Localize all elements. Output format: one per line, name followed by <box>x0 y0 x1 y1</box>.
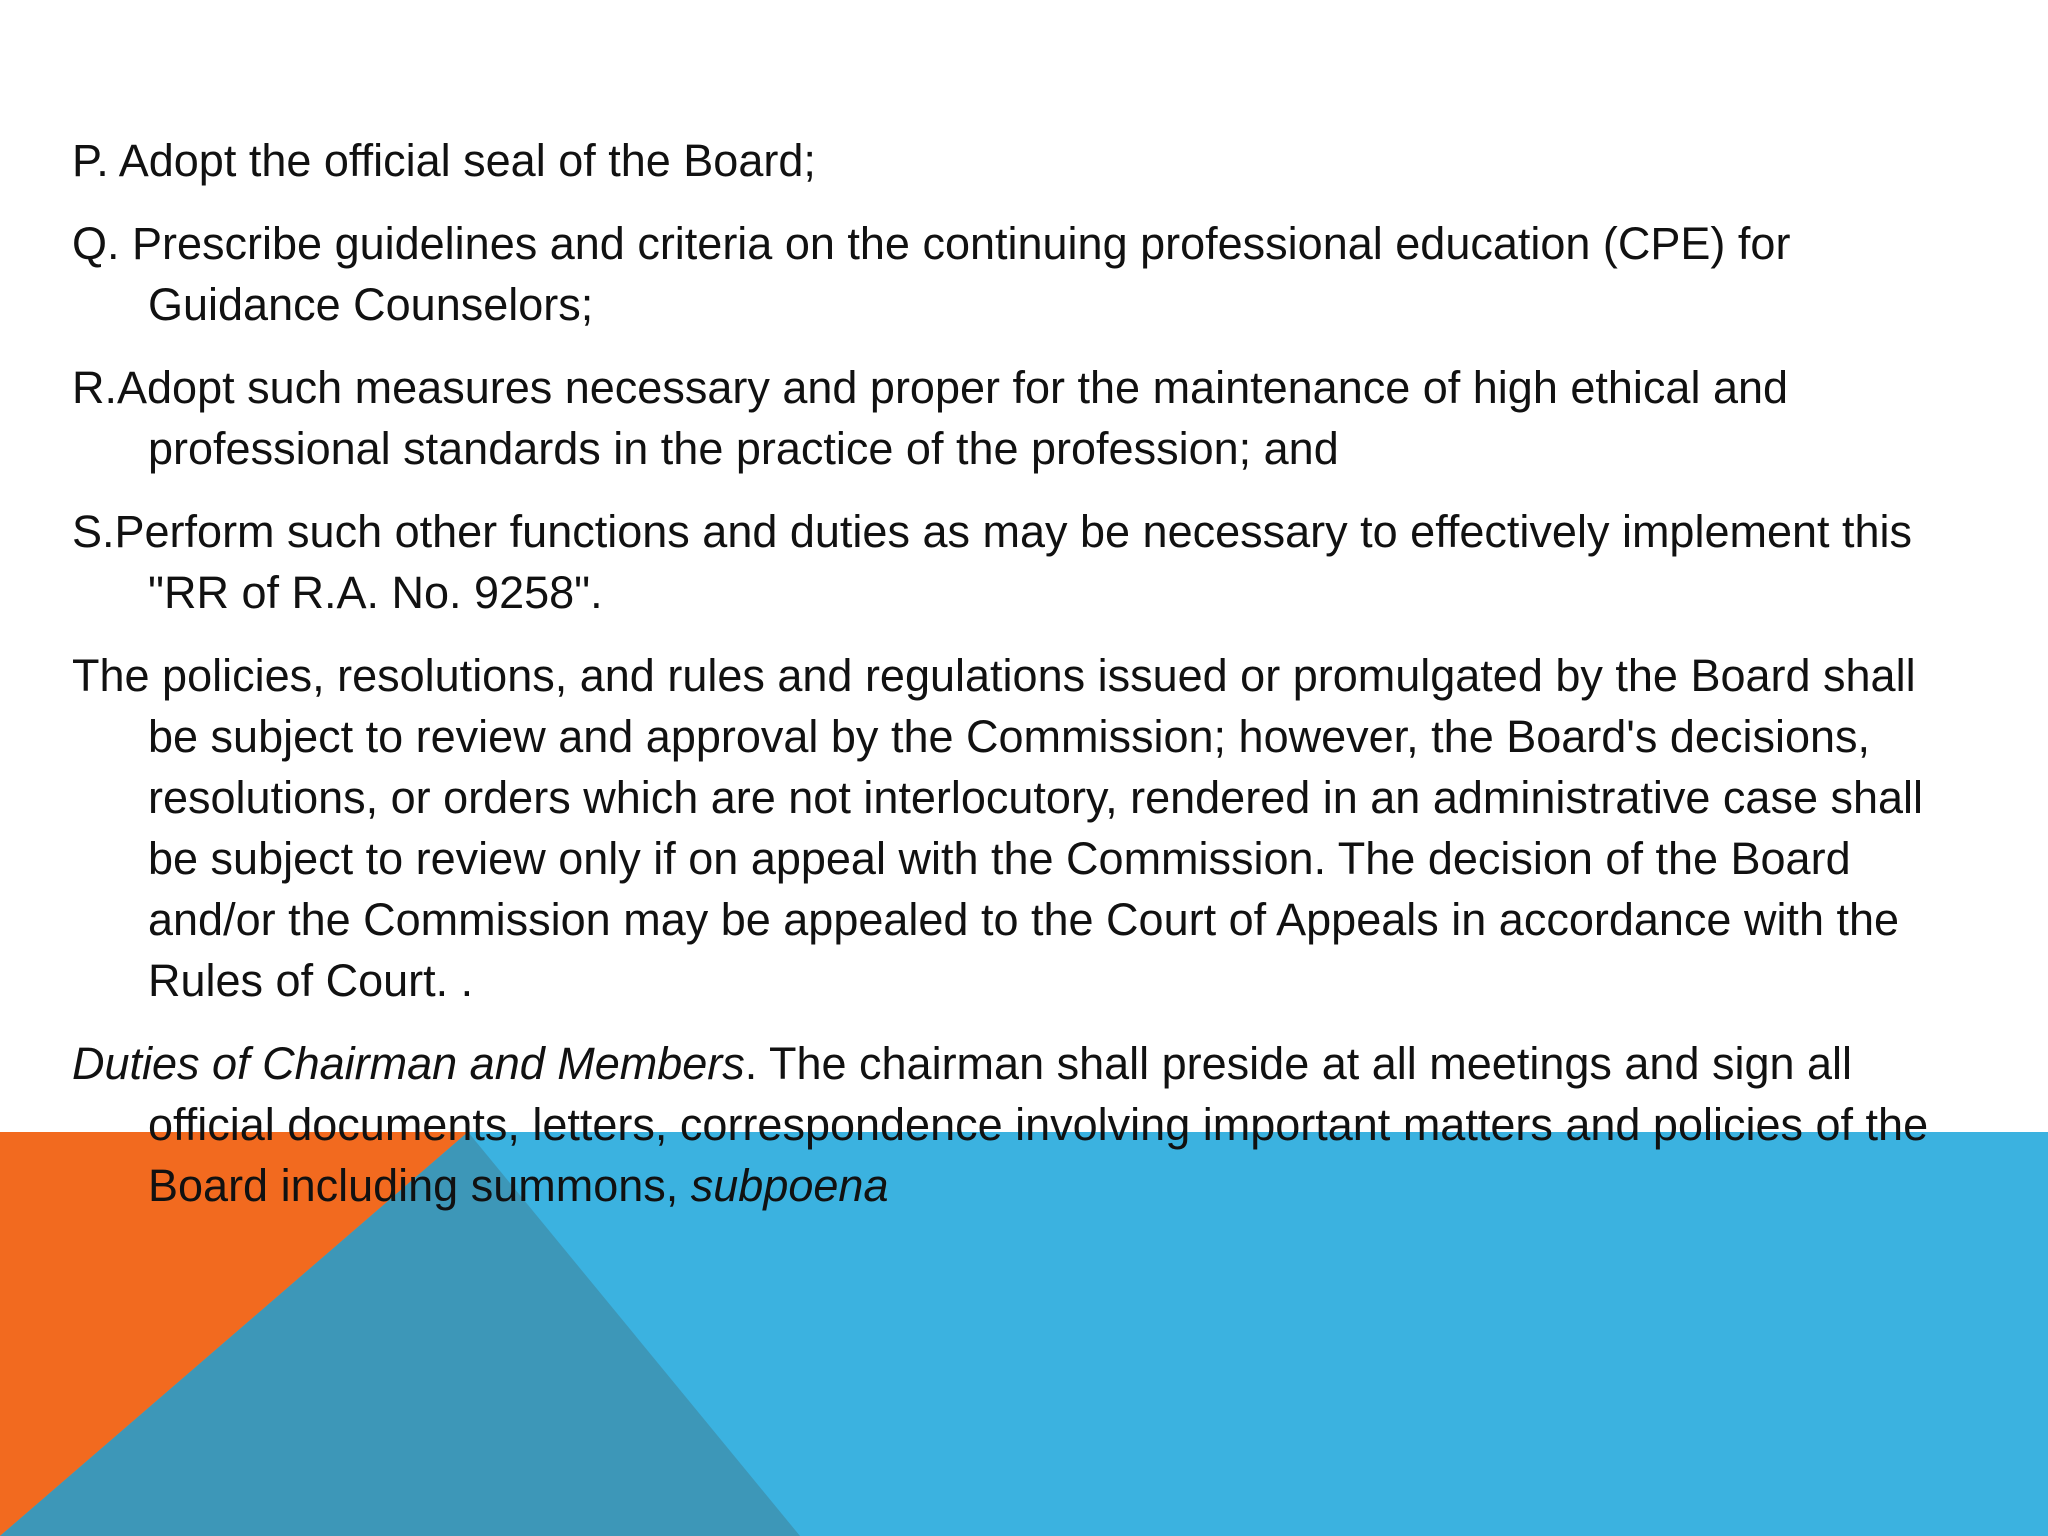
policies-paragraph: The policies, resolutions, and rules and regulations issued or promulgated by the Board shall be subject to review and approval by the Commission; however, the Board's decisions, resolutions, or orders which are not interlocutory, rendered in an administrative case shall be subject to review only if on appeal with the Commission. The decision of the Board and/or the Commission may be appealed to the Court of Appeals in accordance with the Rules of Court. . <box>72 650 1924 1006</box>
duties-tail: subpoena <box>690 1160 889 1211</box>
item-r: R.Adopt such measures necessary and proper for the maintenance of high ethical and professional standards in the practice of the profession; and <box>72 362 1789 474</box>
duties-heading: Duties of Chairman and Members <box>72 1038 745 1089</box>
duties-body: . The chairman shall preside at all meetings and sign all official documents, letters, correspondence involving important matters and policies of the Board including summons, <box>148 1038 1929 1211</box>
slide-body <box>72 130 1972 1238</box>
duties-paragraph <box>72 1033 1972 1216</box>
item-p: P. Adopt the official seal of the Board; <box>72 135 816 186</box>
item-s: S.Perform such other functions and duties as may be necessary to effectively implement this "RR of R.A. No. 9258". <box>72 506 1913 618</box>
item-q: Q. Prescribe guidelines and criteria on the continuing professional education (CPE) for Guidance Counselors; <box>72 218 1791 330</box>
